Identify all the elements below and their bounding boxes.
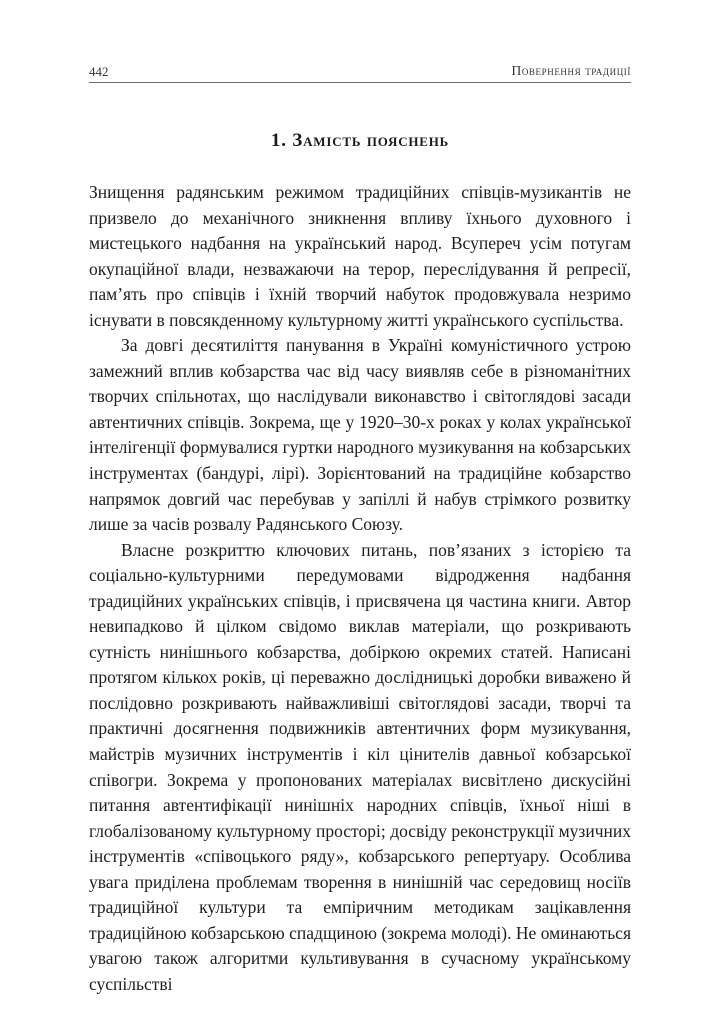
section-title: 1. Замість пояснень [270,130,450,151]
paragraph: Власне розкриттю ключових питань, пов’язаних з історією та соціально-культурними передумовами відродження надбання традиційних українських співців, і присвячена ця частина книги. Автор невипадково й цілком свідомо виклав матеріали, що розкривають сутність нинішнього кобзарства, добіркою окремих статей. Написані протягом кількох років, ці переважно дослідницькі доробки виважено й послідовно розкривають найважливіші світоглядові засади, творчі та практичні досягнення подвижників автентичних форм музикування, майстрів музичних інструментів і кіл цінителів давньої кобзарської співогри. Зокрема у пропонованих матеріалах висвітлено дискусійні питання автентифікації нинішніх народних співців, їхньої ніші в глобалізованому культурному просторі; досвіду реконструкції музичних інструментів «співоцького ряду», кобзарського репертуару. Особлива увага приділена проблемам творення в нинішній час середовищ носіїв традиційної культури та емпіричним методикам зацікавлення традиційною кобзарською спадщиною (зокрема молоді). Не оминаються увагою також алгоритми культивування в сучасному українському суспільстві [89,539,631,994]
body-text [89,180,631,998]
paragraph: Знищення радянським режимом традиційних співців-музикантів не призвело до механічного зникнення впливу їхнього духовного і мистецького надбання на український народ. Всупереч усім потугам окупаційної влади, незважаючи на терор, переслідування й репресії, пам’ять про співців і їхній творчий набуток продовжувала незримо існувати в повсякденному культурному житті українського суспільства. [89,182,631,330]
paragraph: За довгі десятиліття панування в Україні комуністичного устрою замежний вплив кобзарства час від часу виявляв себе в різноманітних творчих спільнотах, що наслідували виконавство і світоглядові засади автентичних співців. Зокрема, ще у 1920–30-х роках у колах української інтелігенції формувалися гуртки народного музикування на кобзарських інструментах (бандурі, лірі). Зорієнтований на традиційне кобзарство напрямок довгий час перебував у запіллі й набув стрімкого розвитку лише за часів розвалу Радянського Союзу. [89,335,631,535]
running-title: Повернення традиції [511,63,631,78]
page-number: 442 [89,64,109,79]
running-header [89,62,631,83]
